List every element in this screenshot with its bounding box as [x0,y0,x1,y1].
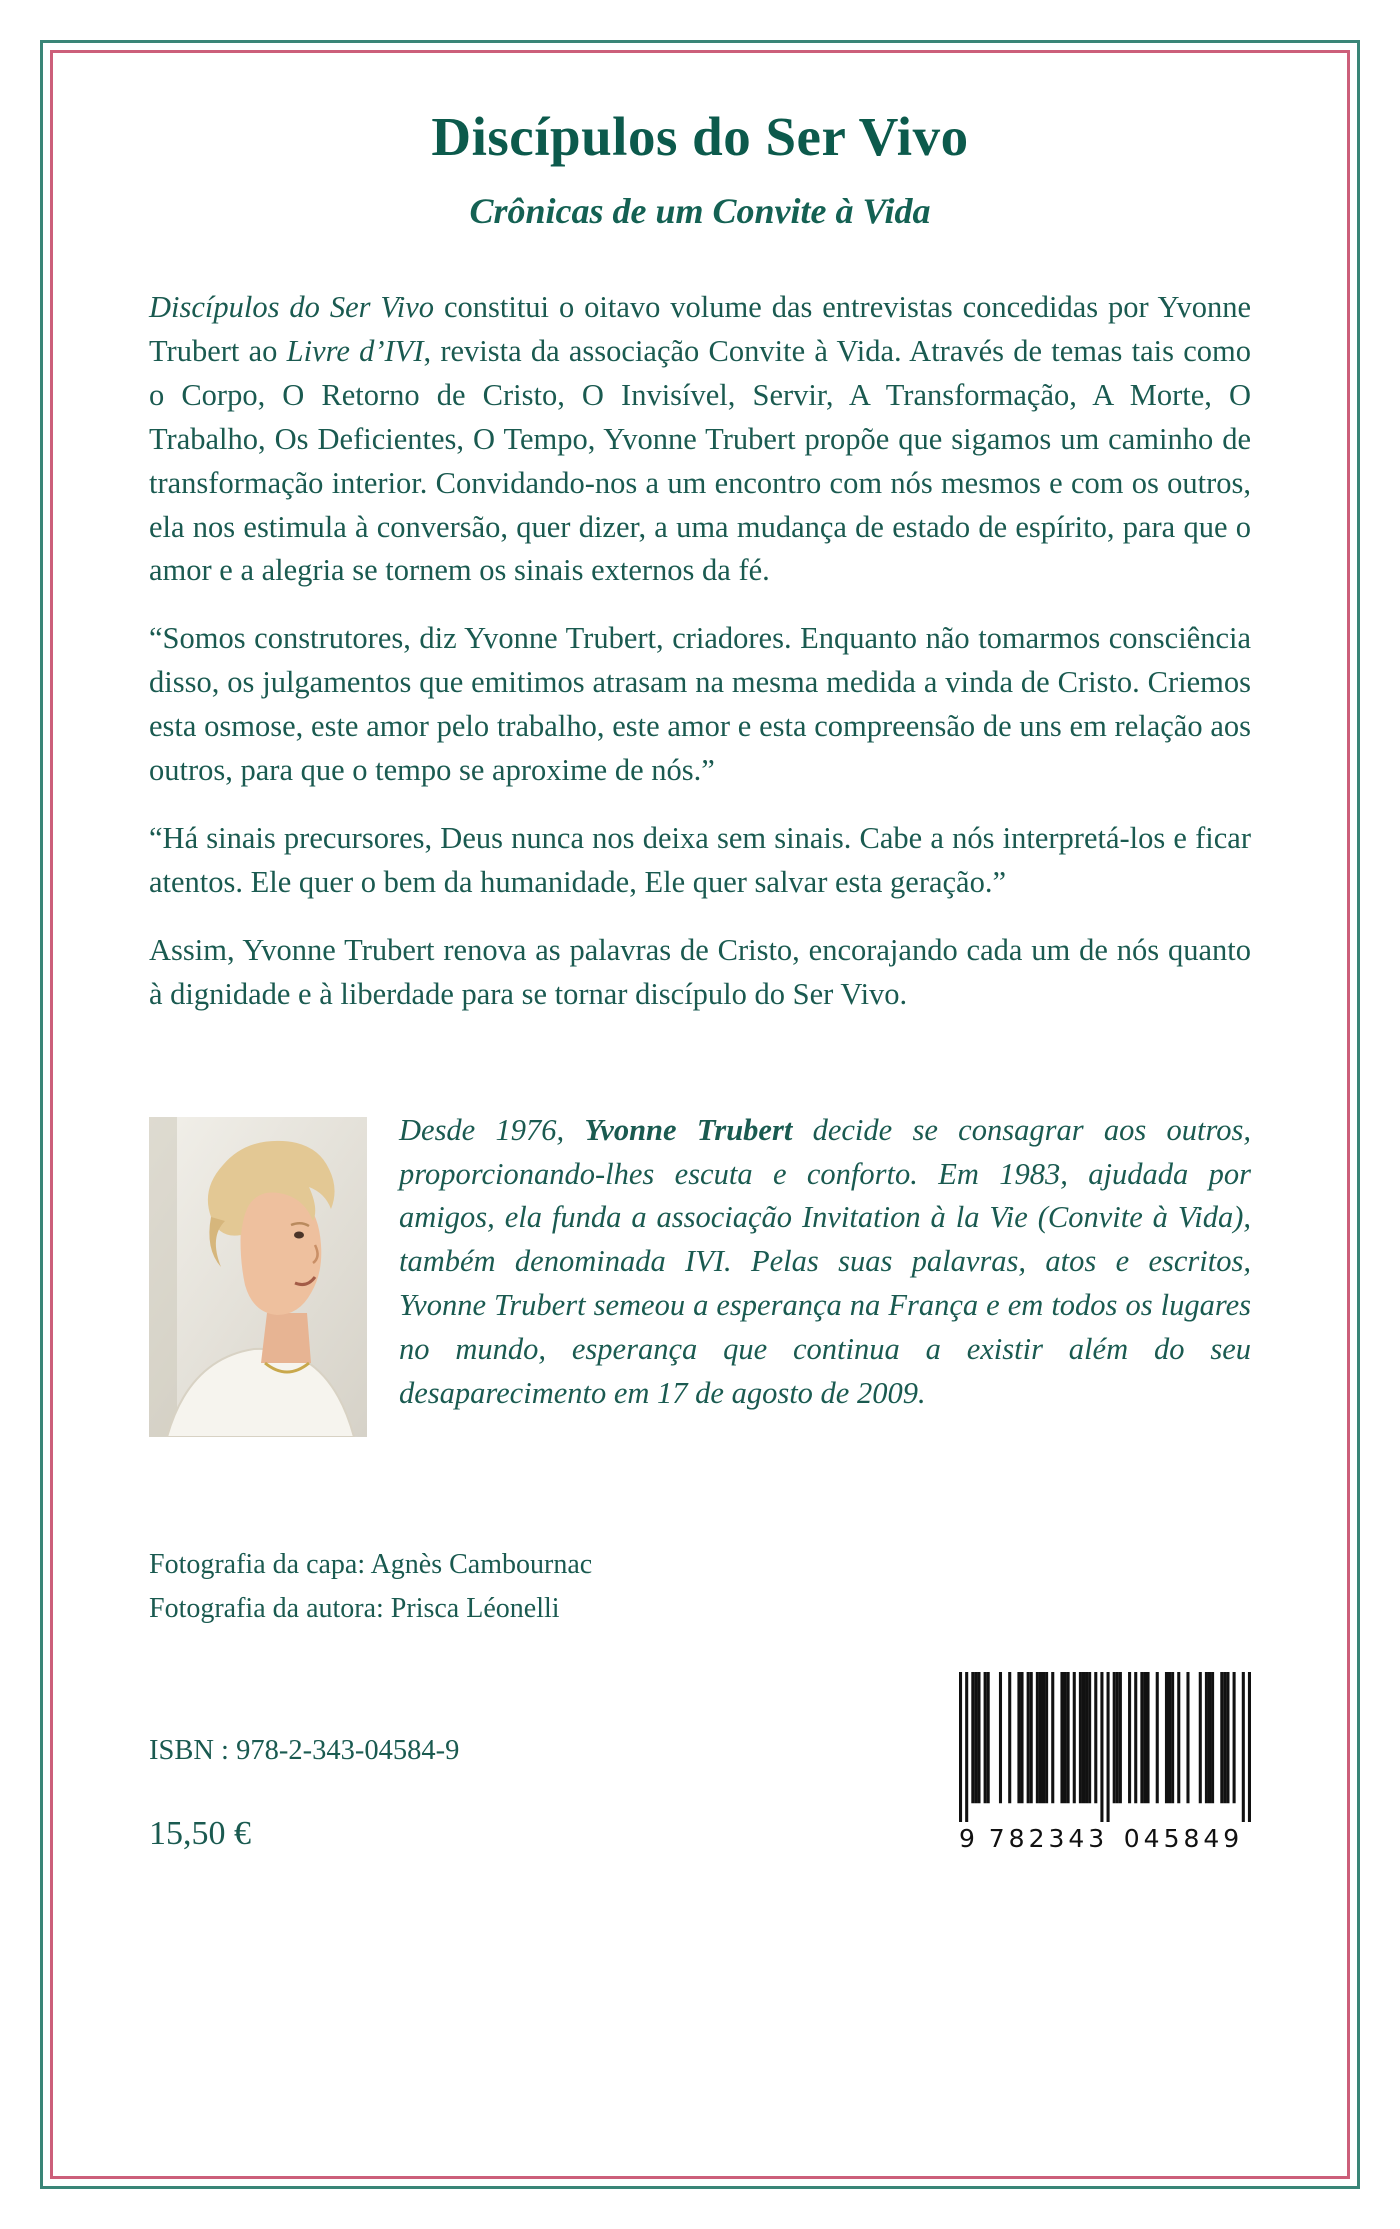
synopsis-paragraph-1: Discípulos do Ser Vivo constitui o oitavo volume das entrevistas concedidas por Yvonne Trubert ao Livre d’IVI, revista da associação Convite à Vida. Através de temas tais como o Corpo, O Retorno de Cristo, O Invisível, Servir, A Transformação, A Morte, O Trabalho, Os Deficientes, O Tempo, Yvonne Trubert propõe que sigamos um caminho de transformação interior. Convidando-nos a um encontro com nós mesmos e com os outros, ela nos estimula à conversão, quer dizer, a uma mudança de estado de espírito, para que o amor e a alegria se tornem os sinais externos da fé. [149,290,1252,588]
cover-content [53,53,1347,2176]
author-bio: Desde 1976, Yvonne Trubert decide se consagrar aos outros, proporcionando-lhes escuta e conforto. Em 1983, ajudada por amigos, ela funda a associação Invitation à la Vie (Convite à Vida), também denominada IVI. Pelas suas palavras, atos e escritos, Yvonne Trubert semeou a esperança na França e em todos os lugares no mundo, esperança que continua a existir além do seu desaparecimento em 17 de agosto de 2009. [399,1112,1251,1411]
quote-paragraph-1: “Somos construtores, diz Yvonne Trubert, criadores. Enquanto não tomarmos consciência disso, os julgamentos que emitimos atrasam na mesma medida a vinda de Cristo. Criemos esta osmose, este amor pelo trabalho, este amor e esta compreensão de uns em relação aos outros, para que o tempo se aproxime de nós.” [149,621,1251,788]
barcode [959,1672,1251,1853]
author-section [149,1109,1251,1443]
barcode-digit-lead: 9 [959,1824,975,1854]
synopsis-block [149,286,1251,1017]
credit-author-photo: Fotografia da autora: Prisca Léonelli [149,1593,560,1625]
synopsis-paragraph-2: Assim, Yvonne Trubert renova as palavras de Cristo, encorajando cada um de nós quanto à dignidade e à liberdade para se tornar discípulo do Ser Vivo. [149,932,1251,1011]
barcode-bars [959,1672,1251,1822]
quote-paragraph-2: “Há sinais precursores, Deus nunca nos deixa sem sinais. Cabe a nós interpretá-los e ficar atentos. Ele quer o bem da humanidade, Ele quer salvar esta geração.” [149,820,1251,899]
book-title: Discípulos do Ser Vivo [431,106,969,167]
book-subtitle: Crônicas de um Convite à Vida [469,191,931,231]
barcode-digits-left: 782343 [988,1824,1109,1854]
footer-left [149,1735,459,1853]
barcode-digits [959,1824,1251,1853]
footer [149,1672,1251,1853]
barcode-digits-right: 045849 [1123,1824,1244,1854]
photo-credits [149,1543,1251,1633]
author-photo [149,1117,367,1437]
credit-cover-photo: Fotografia da capa: Agnès Cambournac [149,1548,593,1580]
isbn-text: ISBN : 978-2-343-04584-9 [149,1735,460,1767]
price-text: 15,50 € [149,1815,251,1853]
